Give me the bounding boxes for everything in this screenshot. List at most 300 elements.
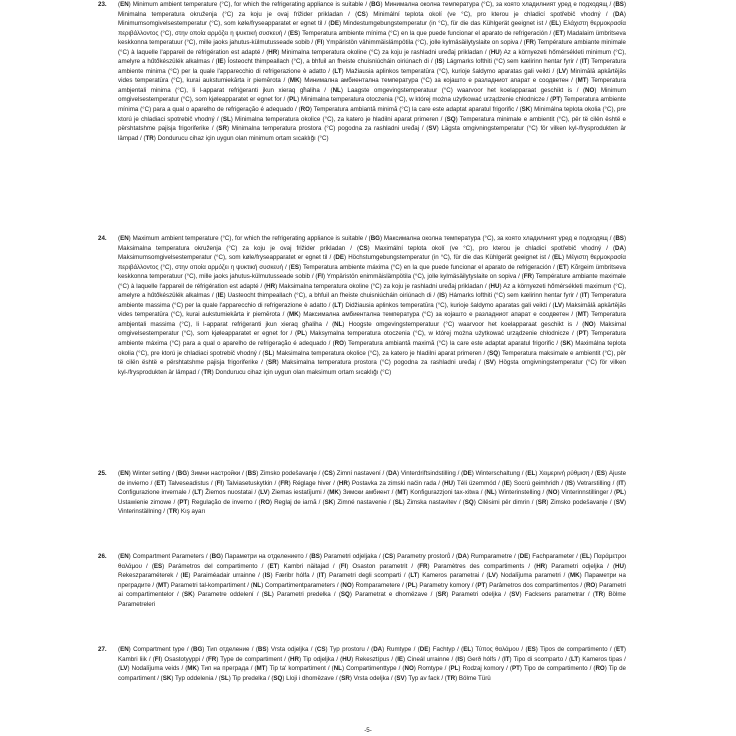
translation-text: Vinterinnstillinger	[561, 489, 609, 497]
translation-text: Lloji i dhomëzave	[286, 674, 334, 682]
language-code: MT	[256, 665, 266, 673]
translation-text: Temperatura minimale e ambientit (°C), për të cilën është e përshtatshme pajisja frigoriferike	[118, 115, 626, 133]
language-code: IE	[217, 292, 224, 300]
translation-text: Zimsko podešavanje	[550, 498, 608, 506]
language-code: SQ	[464, 498, 474, 506]
language-code: FR	[208, 655, 217, 663]
language-code: NL	[332, 86, 341, 94]
language-code: MK	[329, 489, 339, 497]
language-code: SR	[537, 498, 547, 506]
language-code: EN	[120, 235, 129, 242]
translation-text: Typ prostoru	[329, 646, 365, 653]
language-code: SQ	[446, 115, 456, 123]
translation-text: Maksimal omgivelsestemperatur (°C), som kjøleapparatet er egnet for	[118, 320, 626, 338]
translation-text: Tipos de compartimento	[540, 646, 608, 653]
translation-text: Compartment Parameters	[132, 553, 205, 560]
translation-text: Temperatura ambiente mínima (°C) en la que puede funcionar el aparato de refrigeración	[302, 29, 548, 37]
translation-text: Laagste omgevingstemperatuur (°C) waarvoor het koelapparaat geschikt is	[347, 86, 573, 94]
translation-text: Parametri odjeljka	[551, 562, 604, 570]
language-code: IS	[436, 58, 443, 66]
translation-text: Параметри на преградите	[118, 572, 626, 589]
translation-text: Az a környezeti hőmérsékleti maximum (°C), amelyre a hűtőkészülék alkalmas	[118, 282, 626, 300]
language-code: EL	[551, 20, 560, 28]
language-code: ET	[156, 479, 165, 487]
page-number: -5-	[364, 727, 372, 734]
translation-text: Dondurucu cihaz için uygun olan minimum ortam sıcaklığı (°C)	[157, 134, 329, 142]
translation-text: Tip odjeljka	[302, 655, 335, 663]
language-code: CS	[316, 646, 326, 653]
language-code: CS	[359, 244, 368, 252]
translation-text: Socrú geimhridh	[513, 479, 560, 487]
language-code: SK	[562, 340, 571, 348]
language-code: DE	[519, 553, 529, 560]
translation-text: Максимална амбиентална температура (°C) за којашто е разладниот апарат е соодветен	[303, 311, 569, 319]
language-code: DE	[330, 20, 339, 28]
language-code: RO	[260, 498, 270, 506]
translation-text: Téli üzemmód	[456, 479, 497, 487]
translation-text: Parametry prostorů	[397, 553, 451, 560]
language-code: EN	[120, 646, 129, 653]
language-code: HU	[490, 282, 500, 290]
translation-text: Τύπος θαλάμου	[475, 646, 520, 653]
language-code: SQ	[340, 591, 350, 599]
language-code: IT	[504, 655, 510, 663]
translation-text: Lägsta omgivningstemperatur (°C) för vilken kyl-/frysprodukten är lämpad	[118, 125, 626, 142]
translation-text: Temperatura ambiente máxima (°C) para a qual o aparelho de refrigeração é adequado	[118, 330, 626, 348]
language-code: DE	[463, 470, 472, 477]
translation-text: Temperatura ambiantă maximă (°C) la care este adaptat aparatul frigorific	[348, 340, 555, 348]
language-code: SL	[222, 115, 231, 123]
translation-text: Temperatura ambjentali minima (°C), li l-apparat refriġeranti jkun xieraq għaliha	[118, 77, 626, 94]
language-code: FR	[525, 39, 534, 47]
translation-text: Rumparametre	[470, 553, 513, 560]
language-code: PT	[511, 665, 520, 673]
language-code: MT	[397, 489, 407, 497]
language-code: IE	[182, 572, 189, 580]
language-code: SK	[162, 674, 172, 682]
translation-text: Kambri liik	[118, 655, 147, 663]
translation-text: Zimska nastavitev	[406, 498, 457, 506]
translation-text: Maksymalna temperatura otoczenia (°C), w której można użytkować urządzenie chłodnicze	[309, 330, 570, 338]
translation-text: Cineál urrainne	[407, 655, 450, 663]
translation-text: Maksimalna temperatura okoline (°C) za koju je rashladni uređaj prikladan	[279, 282, 484, 290]
language-code: MT	[577, 77, 587, 85]
translation-text: Minimalna temperatura okolice (°C), za katero je hladilni aparat primeren	[235, 115, 439, 123]
language-code: SV	[485, 359, 494, 367]
language-code: SR	[267, 359, 277, 367]
language-code: RO	[595, 665, 605, 673]
translation-text: Regulação de inverno	[191, 498, 253, 506]
entry-number: 24.	[98, 235, 107, 242]
translation-text: Dondurucu cihaz için uygun olan maksimum ortam sıcaklığı (°C)	[215, 368, 392, 376]
language-code: LV	[554, 301, 563, 309]
translation-text: Temperatura ambiente máxima (°C) en la que puede funcionar el aparato de refrigeración	[302, 263, 552, 271]
translation-text: Rodzaj komory	[462, 665, 505, 673]
translation-text: Тип на преграда	[201, 665, 249, 673]
translation-text: Vrsta odeljka	[353, 674, 390, 682]
translation-text: Parametri odjeljaka	[323, 553, 377, 560]
language-code: LT	[571, 655, 579, 663]
language-code: ES	[527, 646, 536, 653]
language-code: BG	[370, 235, 380, 242]
language-code: SV	[511, 591, 520, 599]
language-code: IE	[503, 479, 510, 487]
translation-text: Tip predelka	[232, 674, 267, 682]
language-code: LV	[558, 67, 566, 75]
translation-text: Réglage hiver	[292, 479, 332, 487]
language-code: HR	[338, 479, 348, 487]
translation-text: Az a környezeti hőmérsékleti minimum (°C), amelyre a hűtőkészülék alkalmas	[118, 48, 626, 66]
translation-text: Typ av fack	[408, 674, 440, 682]
language-code: BG	[211, 553, 221, 560]
translation-text: Vinterdriftsindstilling	[400, 470, 456, 477]
entry-text: (EN) Winter setting / (BG) Зимни настройки / (BS) Zimsko podešavanje / (CS) Zimní nastavení / (DA) Vinterdriftsindstilling / (DE) Winterschaltung / (EL) Χειμερινή ρύθμιση / (ES) Ajuste de invierno / (ET) Talveseadistus / (FI) Talviasetuskytkin / (FR) Réglage hiver / (HR) Postavka za zimski način rada / (HU) Téli üzemmód / (IE) Socrú geimhridh / (IS) Vetrarstilling / (IT) Configurazione invernale / (LT) Žiemos nuostatai / (LV) Ziemas iestatījumi / (MK) Зимски амбиент / (MT) Konfigurazzjoni tax-xitwa / (NL) Winterinstelling / (NO) Vinterinnstillinger / (PL) Ustawienie zimowe / (PT) Regulação de inverno / (RO) Reglaj de iarnă / (SK) Zimné nastavenie / (SL) Zimska nastavitev / (SQ) Cilësimi për dimrin / (SR) Zimsko podešavanje / (SV) Vinterinställning / (TR) Kış ayarı	[118, 470, 627, 516]
translation-text: Temperatura ambiantă minimă (°C) la care este adaptat aparatul frigorific	[313, 106, 515, 114]
translation-text: Madalaim ümbritseva keskkonna temperatuur (°C), mille jaoks jahutus-külmutusseade sobib	[118, 29, 626, 47]
language-code: NL	[486, 489, 495, 497]
translation-text: Nodalījuma veids	[131, 665, 180, 673]
translation-text: Tipo de compartimento	[523, 665, 588, 673]
language-code: HR	[290, 655, 299, 663]
language-code: LT	[410, 572, 418, 580]
translation-text: Rumtype	[386, 646, 412, 653]
translation-text: Tipo di scomparto	[513, 655, 564, 663]
language-code: EL	[463, 646, 472, 653]
language-code: SQ	[273, 674, 283, 682]
translation-text: Temperatura ambjentali massima (°C), li l-apparat refriġeranti jkun xieraq għaliha	[118, 311, 626, 328]
language-code: ET	[269, 562, 278, 570]
entry-text: (EN) Maximum ambient temperature (°C), for which the refrigerating appliance is suitable / (BG) Максимална околна температура (°C), за която хладилният уред е подходящ / (BS) Maksimalna temperatura okruženja (°C) za koju je ovaj frižider prikladan / (CS) Maximální teplota okolí (ve °C), pro kterou je chladicí spotřebič vhodný / (DA) Maksimumsomgivelsestemperatur (°C), som køle/fryseapparatet er egnet til / (DE) Höchstumgebungstemperatur (in °C), für die das Kühlgerät geeignet ist / (EL) Μέγιστη θερμοκρασία περιβάλλοντος (°C), στην οποία αρμόζει η ψυκτική συσκευή / (ES) Temperatura ambiente máxima (°C) en la que puede funcionar el aparato de refrigeración / (ET) Kõrgeim ümbritseva keskkonna temperatuur (°C), mille jaoks jahutus-külmutusseade sobib / (FI) Ympäristön enimmäislämpötila (°C), jolle kylmäsäilytyslaite on sopiva / (FR) Température ambiante maximale (°C) à laquelle l'appareil de réfrigération est adapté / (HR) Maksimalna temperatura okoline (°C) za koju je rashladni uređaj prikladan / (HU) Az a környezeti hőmérsékleti maximum (°C), amelyre a hűtőkészülék alkalmas / (IE) Uasteocht thimpeallach (°C), a bhfuil an fheiste chuisniúcháin oiriúnach di / (IS) Hámarks lofthiti (°C) sem kælirinn hentar fyrir / (IT) Temperatura ambiente massima (°C) per la quale l'apparecchio di refrigerazione è adatto / (LT) Didžiausia aplinkos temperatūra (°C), kurioje šaldymo aparatas gali veikti / (LV) Maksimālā apkārtējās vides temperatūra (°C), kurai aukstumiekārta ir piemērota / (MK) Максимална амбиентална температура (°C) за којашто е разладниот апарат е соодветен / (MT) Temperatura ambjentali massima (°C), li l-apparat refriġeranti jkun xieraq għaliha / (NL) Hoogste omgevingstemperatuur (°C) waarvoor het koelapparaat geschikt is / (NO) Maksimal omgivelsestemperatur (°C), som kjøleapparatet er egnet for / (PL) Maksymalna temperatura otoczenia (°C), w której można użytkować urządzenie chłodnicze / (PT) Temperatura ambiente máxima (°C) para a qual o aparelho de refrigeração é adequado / (RO) Temperatura ambiantă maximă (°C) la care este adaptat aparatul frigorific / (SK) Maximálna teplota okolia (°C), pre ktorú je chladiaci spotrebič vhodný / (SL) Maksimalna temperatura okolice (°C), za katero je hladilni aparat primeren / (SQ) Temperatura maksimale e ambientit (°C), për të cilën është e përshtatshme pajisja frigoriferike / (SR) Maksimalna temperatura prostora (°C) pogodna za rashladni uređaj / (SV) Högsta omgivningstemperatur (°C) för vilken kyl-/frysprodukten är lämpad / (TR) Dondurucu cihaz için uygun olan maksimum ortam sıcaklığı (°C)	[118, 235, 627, 376]
translation-text: Température ambiante maximale (°C) à laquelle l'appareil de réfrigération est adapté	[118, 273, 626, 290]
translation-text: Fachparameter	[532, 553, 575, 560]
language-code: FR	[523, 273, 532, 281]
language-code: MK	[289, 311, 299, 319]
translation-text: Temperatura ambiente massima (°C) per la quale l'apparecchio di refrigerazione è adatto	[118, 292, 627, 309]
language-code: SL	[394, 498, 403, 506]
translation-text: Lágmarks lofthiti (°C) sem kælirinn hentar fyrir	[446, 58, 575, 66]
language-code: HR	[268, 48, 278, 56]
translation-text: Osastotyyppi	[164, 655, 201, 663]
translation-text: Ympäristön enimmäislämpötila (°C), jolle kylmäsäilytyslaite on sopiva	[326, 273, 517, 281]
translation-text: Maksimumsomgivelsestemperatur (°C), som køle/fryseapparatet er egnet til	[118, 254, 328, 262]
entry-number: 25.	[98, 470, 107, 477]
language-code: FI	[317, 273, 323, 281]
language-code: RO	[585, 581, 596, 589]
language-code: CS	[357, 10, 366, 18]
translation-text: Talviasetuskytkin	[226, 479, 273, 487]
translation-text: Mindestumgebungstemperatur (in °C), für die das Kühlgerät geeignet ist	[343, 20, 544, 28]
language-code: LV	[120, 665, 128, 673]
language-code: SL	[220, 674, 229, 682]
translation-text: Paramètres des compartiments	[433, 562, 525, 570]
language-code: MT	[158, 581, 167, 589]
language-code: FR	[419, 562, 428, 570]
translation-text: Configurazione invernale	[118, 489, 187, 497]
language-code: TR	[203, 368, 212, 376]
translation-text: Cilësimi për dimrin	[477, 498, 530, 506]
translation-text: Ajuste de invierno	[118, 470, 627, 487]
translation-text: Compartimentparameters	[264, 581, 336, 589]
language-code: PL	[616, 489, 624, 497]
translation-text: Talveseadistus	[168, 479, 209, 487]
language-code: NL	[252, 581, 262, 589]
language-code: MT	[577, 311, 587, 319]
language-code: DA	[614, 10, 624, 18]
translation-text: Зимски амбиент	[342, 489, 390, 497]
language-code: IE	[397, 655, 404, 663]
language-code: CS	[384, 553, 394, 560]
translation-text: Osaston parametrit	[352, 562, 408, 570]
translation-text: Parámetros del compartimento	[168, 562, 258, 570]
language-code: HU	[342, 655, 352, 663]
entry-text: (EN) Compartment Parameters / (BG) Параметри на отделението / (BS) Parametri odjeljaka / (CS) Parametry prostorů / (DA) Rumparametre / (DE) Fachparameter / (EL) Παράμετροι θαλάμου / (ES) Parámetros del compartimento / (ET) Kambri näitajad / (FI) Osaston parametrit / (FR) Paramètres des compartiments / (HR) Parametri odjeljka / (HU) Rekeszparaméterek / (IE) Paraiméadair urrainne / (IS) Færibr hólfa / (IT) Parametri degli scomparti / (LT) Kameros parametrai / (LV) Nodalījuma parametri / (MK) Параметри на преградите / (MT) Parametri tal-kompartiment / (NL) Compartimentparameters / (NO) Romparametere / (PL) Parametry komory / (PT) Parâmetros dos compartimentos / (RO) Parametri ai compartimentelor / (SK) Parametre oddelení / (SL) Parametri predelka / (SQ) Parametrat e dhomëzave / (SR) Parametri odeljka / (SV) Facksens parametrar / (TR) Bölme Parametreleri	[118, 553, 627, 608]
translation-text: Ustawienie zimowe	[118, 498, 172, 506]
translation-text: Kış ayarı	[180, 508, 206, 516]
language-code: CS	[324, 470, 333, 477]
entry-number: 23.	[98, 1, 107, 8]
translation-text: Zimsko podešavanje	[260, 470, 317, 477]
translation-text: Kõrgeim ümbritseva keskkonna temperatuur (°C), mille jaoks jahutus-külmutusseade sobib	[118, 263, 626, 281]
translation-text: Postavka za zimski način rada	[351, 479, 437, 487]
language-code: TR	[594, 591, 604, 599]
translation-text: Uasteocht thimpeallach (°C), a bhfuil an fheiste chuisniúcháin oiriúnach di	[227, 292, 432, 300]
language-code: EL	[554, 254, 562, 262]
translation-text: Température ambiante minimale (°C) à laquelle l'appareil de réfrigération est adapté	[118, 39, 626, 56]
language-code: DE	[419, 646, 429, 653]
translation-text: Kameros tipas	[582, 655, 623, 663]
translation-text: Hámarks lofthiti (°C) sem kælirinn hentar fyrir	[449, 292, 575, 300]
language-code: BS	[311, 553, 320, 560]
translation-text: Ympäristön vähimmäislämpötila (°C), jolle kylmäsäilytyslaite on sopiva	[326, 39, 519, 47]
language-code: RO	[300, 106, 310, 114]
translation-text: Höchstumgebungstemperatur (in °C), für die das Kühlgerät geeignet ist	[348, 254, 547, 262]
language-code: BS	[257, 646, 267, 653]
translation-text: Vrsta odjeljka	[270, 646, 309, 653]
translation-text: Winter setting	[132, 470, 171, 477]
translation-text: Gerð hólfs	[467, 655, 497, 663]
translation-text: Тип отделение	[206, 646, 250, 653]
language-code: NO	[548, 489, 558, 497]
language-code: PT	[477, 581, 486, 589]
translation-text: Зимни настройки	[190, 470, 241, 477]
language-code: HU	[490, 48, 500, 56]
language-code: NL	[334, 320, 343, 328]
language-code: ET	[558, 263, 567, 271]
language-code: DA	[615, 244, 624, 252]
translation-text: Fachtyp	[432, 646, 455, 653]
language-code: TR	[446, 674, 456, 682]
translation-text: Minimální teplota okolí (ve °C), pro kterou je chladicí spotřebič vhodný	[373, 10, 601, 18]
language-code: EN	[120, 553, 129, 560]
language-code: NO	[342, 581, 352, 589]
language-code: LV	[488, 572, 496, 580]
translation-text: Χειμερινή ρύθμιση	[539, 470, 590, 477]
translation-text: Kambri näitajad	[283, 562, 329, 570]
translation-text: Winterschaltung	[475, 470, 520, 477]
language-code: IT	[618, 479, 624, 487]
entry-24	[98, 234, 627, 377]
translation-text: Minimālā apkārtējās vides temperatūra (°C), kurai aukstumiekārta ir piemērota	[118, 67, 626, 85]
language-code: PL	[297, 330, 305, 338]
language-code: PL	[450, 665, 459, 673]
translation-text: Mažiausia aplinkos temperatūra (°C), kurioje šaldymo aparatas gali veikti	[345, 67, 551, 75]
translation-text: Minimálna teplota okolia (°C), pre ktorú je chladiaci spotrebič vhodný	[118, 106, 626, 123]
translation-text: Minimum omgivelsestemperatur (°C), som kjøleapparatet er egnet for	[118, 86, 626, 104]
translation-text: Parametri odeljka	[451, 591, 502, 599]
translation-text: Ziemas iestatījumi	[271, 489, 322, 497]
translation-text: Maksimalna temperatura prostora (°C) pogodna za rashladni uređaj	[281, 359, 476, 367]
translation-text: Tip ta' kompartiment	[269, 665, 326, 673]
language-code: EN	[120, 470, 129, 477]
language-code: BG	[371, 1, 381, 8]
translation-text: Parametri ai compartimentelor	[118, 581, 626, 599]
entry-number: 26.	[98, 553, 107, 560]
translation-text: Maximální teplota okolí (ve °C), pro kterou je chladicí spotřebič vhodný	[374, 244, 602, 252]
translation-text: Zimné nastavenie	[337, 498, 387, 506]
translation-text: Минимална околна температура (°C), за която хладилният уред е подходящ	[384, 1, 608, 8]
language-code: BS	[615, 235, 624, 242]
language-code: PT	[578, 330, 587, 338]
language-code: PL	[289, 96, 298, 104]
language-code: LT	[194, 489, 202, 497]
translation-text: Reglaj de iarnă	[274, 498, 317, 506]
translation-text: Ελάχιστη θερμοκρασία περιβάλλοντος (°C), στην οποία αρμόζει η ψυκτική συσκευή	[118, 20, 626, 37]
language-code: SL	[263, 591, 272, 599]
translation-text: Parametrat e dhomëzave	[355, 591, 428, 599]
language-code: ET	[615, 646, 624, 653]
language-code: ET	[555, 29, 564, 37]
translation-text: Paraiméadair urrainne	[193, 572, 256, 580]
language-code: SR	[437, 591, 447, 599]
language-code: SL	[264, 349, 273, 357]
language-code: DA	[457, 553, 467, 560]
translation-text: Παράμετροι θαλάμου	[118, 553, 626, 570]
language-code: ES	[596, 470, 606, 477]
translation-text: Facksens parametrar	[524, 591, 585, 599]
language-code: SV	[396, 674, 405, 682]
translation-text: Maksimalna temperatura okolice (°C), za katero je hladilni aparat primeren	[276, 349, 482, 357]
translation-text: Typ oddelenia	[175, 674, 214, 682]
language-code: SK	[521, 106, 531, 114]
translation-text: Bölme Parametreleri	[118, 591, 626, 608]
translation-text: Parametri tal-kompartiment	[170, 581, 246, 589]
language-code: EL	[581, 553, 590, 560]
translation-text: Hoogste omgevingstemperatuur (°C) waarvoor het koelapparaat geschikt is	[348, 320, 573, 328]
entry-25	[98, 469, 627, 517]
language-code: NO	[584, 320, 594, 328]
translation-text: Parametre oddelení	[197, 591, 254, 599]
translation-text: Vinterinställning	[118, 508, 162, 516]
translation-text: Temperatura ambiente minima (°C) per la quale l'apparecchio di refrigerazione è adatto	[118, 58, 626, 75]
translation-text: Bölme Türü	[458, 674, 491, 682]
language-code: DA	[388, 470, 398, 477]
translation-text: Žiemos nuostatai	[205, 489, 253, 497]
language-code: TR	[168, 508, 178, 516]
language-code: HR	[536, 562, 546, 570]
entry-27	[98, 645, 626, 683]
translation-text: Максимална околна температура (°C), за която хладилният уред е подходящ	[383, 235, 608, 242]
language-code: BG	[193, 646, 203, 653]
language-code: IT	[318, 572, 325, 580]
language-code: HR	[266, 282, 276, 290]
language-code: PL	[407, 581, 416, 589]
translation-text: Minimalna temperatura okoline (°C) za koju je rashladni uređaj prikladan	[281, 48, 483, 56]
translation-text: Kameros parametrai	[422, 572, 480, 580]
language-code: PT	[552, 96, 561, 104]
language-code: EL	[527, 470, 536, 477]
translation-text: Parâmetros dos compartimentos	[489, 581, 579, 589]
translation-text: Maximum ambient temperature (°C), for which the refrigerating appliance is suitable	[132, 235, 364, 242]
translation-text: Rekeszparaméterek	[118, 572, 174, 580]
language-code: NO	[585, 86, 595, 94]
translation-text: Tip de compartiment	[118, 665, 626, 682]
language-code: MK	[187, 665, 197, 673]
language-code: SV	[615, 498, 624, 506]
language-code: SK	[183, 591, 193, 599]
translation-text: Μέγιστη θερμοκρασία περιβάλλοντος (°C), στην οποία αρμόζει η ψυκτική συσκευή	[118, 254, 627, 271]
language-code: NO	[404, 665, 414, 673]
language-code: IS	[566, 479, 573, 487]
language-code: RO	[334, 340, 344, 348]
language-code: IT	[581, 292, 588, 300]
translation-text: Minimalna temperatura otoczenia (°C), w której można użytkować urządzenie chłodnicze	[300, 96, 545, 104]
language-code: SV	[428, 125, 437, 133]
language-code: FI	[316, 39, 323, 47]
translation-text: Minimum ambient temperature (°C), for which the refrigerating appliance is suitable	[132, 1, 364, 8]
language-code: HU	[444, 479, 454, 487]
translation-text: Didžiausia aplinkos temperatūra (°C), kurioje šaldymo aparatas gali veikti	[345, 301, 547, 309]
entry-26	[98, 552, 627, 609]
language-code: FR	[280, 479, 289, 487]
language-code: BS	[615, 1, 624, 8]
language-code: IE	[217, 58, 224, 66]
language-code: DA	[373, 646, 383, 653]
translation-text: Minimalna temperatura okruženja (°C) za koju je ovaj frižider prikladan	[118, 10, 343, 18]
language-code: FI	[340, 562, 347, 570]
entry-23	[98, 0, 626, 143]
language-code: SR	[218, 125, 227, 133]
language-code: BG	[177, 470, 188, 477]
translation-text: Konfigurazzjoni tax-xitwa	[410, 489, 479, 497]
translation-text: Parametri predelka	[276, 591, 331, 599]
translation-text: Vetrarstilling	[576, 479, 611, 487]
entry-text: (EN) Compartment type / (BG) Тип отделение / (BS) Vrsta odjeljka / (CS) Typ prostoru / (DA) Rumtype / (DE) Fachtyp / (EL) Τύπος θαλάμου / (ES) Tipos de compartimento / (ET) Kambri liik / (FI) Osastotyyppi / (FR) Type de compartiment / (HR) Tip odjeljka / (HU) Rekesztípus / (IE) Cineál urrainne / (IS) Gerð hólfs / (IT) Tipo di scomparto / (LT) Kameros tipas / (LV) Nodalījuma veids / (MK) Тип на преграда / (MT) Tip ta' kompartiment / (NL) Compartimenttype / (NO) Romtype / (PL) Rodzaj komory / (PT) Tipo de compartimento / (RO) Tip de compartiment / (SK) Typ oddelenia / (SL) Tip predelka / (SQ) Lloji i dhomëzave / (SR) Vrsta odeljka / (SV) Typ av fack / (TR) Bölme Türü	[118, 646, 626, 682]
language-code: PT	[179, 498, 188, 506]
translation-text: Temperatura ambiente mínima (°C) para a qual o aparelho de refrigeração é adequado	[118, 96, 626, 114]
language-code: HU	[615, 562, 624, 570]
translation-text: Maximálna teplota okolia (°C), pre ktorú je chladiaci spotrebič vhodný	[118, 340, 626, 357]
language-code: ES	[153, 562, 163, 570]
language-code: TR	[145, 134, 154, 142]
translation-text: Íosteocht thimpeallach (°C), a bhfuil an fheiste chuisniúcháin oiriúnach di	[227, 58, 429, 66]
language-code: LT	[334, 301, 342, 309]
language-code: SK	[324, 498, 334, 506]
language-code: LV	[260, 489, 268, 497]
language-code: SR	[341, 674, 350, 682]
language-code: LT	[334, 67, 342, 75]
language-code: ES	[290, 263, 299, 271]
translation-text: Temperatura maksimale e ambientit (°C), për të cilën është e përshtatshme pajisja frigoriferike	[118, 349, 627, 367]
entry-text: (EN) Minimum ambient temperature (°C), for which the refrigerating appliance is suitable / (BG) Минимална околна температура (°C), за която хладилният уред е подходящ / (BS) Minimalna temperatura okruženja (°C) za koju je ovaj frižider prikladan / (CS) Minimální teplota okolí (ve °C), pro kterou je chladicí spotřebič vhodný / (DA) Minimumsomgivelsestemperatur (°C), som køle/fryseapparatet er egnet til / (DE) Mindestumgebungstemperatur (in °C), für die das Kühlgerät geeignet ist / (EL) Ελάχιστη θερμοκρασία περιβάλλοντος (°C), στην οποία αρμόζει η ψυκτική συσκευή / (ES) Temperatura ambiente mínima (°C) en la que puede funcionar el aparato de refrigeración / (ET) Madalaim ümbritseva keskkonna temperatuur (°C), mille jaoks jahutus-külmutusseade sobib / (FI) Ympäristön vähimmäislämpötila (°C), jolle kylmäsäilytyslaite on sopiva / (FR) Température ambiante minimale (°C) à laquelle l'appareil de réfrigération est adapté / (HR) Minimalna temperatura okoline (°C) za koju je rashladni uređaj prikladan / (HU) Az a környezeti hőmérsékleti minimum (°C), amelyre a hűtőkészülék alkalmas / (IE) Íosteocht thimpeallach (°C), a bhfuil an fheiste chuisniúcháin oiriúnach di / (IS) Lágmarks lofthiti (°C) sem kælirinn hentar fyrir / (IT) Temperatura ambiente minima (°C) per la quale l'apparecchio di refrigerazione è adatto / (LT) Mažiausia aplinkos temperatūra (°C), kurioje šaldymo aparatas gali veikti / (LV) Minimālā apkārtējās vides temperatūra (°C), kurai aukstumiekārta ir piemērota / (MK) Минимална амбиентална температура (°C) за којашто е разладниот апарат е соодветен / (MT) Temperatura ambjentali minima (°C), li l-apparat refriġeranti jkun xieraq għaliha / (NL) Laagste omgevingstemperatuur (°C) waarvoor het koelapparaat geschikt is / (NO) Minimum omgivelsestemperatur (°C), som kjøleapparatet er egnet for / (PL) Minimalna temperatura otoczenia (°C), w której można użytkować urządzenie chłodnicze / (PT) Temperatura ambiente mínima (°C) para a qual o aparelho de refrigeração é adequado / (RO) Temperatura ambiantă minimă (°C) la care este adaptat aparatul frigorific / (SK) Minimálna teplota okolia (°C), pre ktorú je chladiaci spotrebič vhodný / (SL) Minimalna temperatura okolice (°C), za katero je hladilni aparat primeren / (SQ) Temperatura minimale e ambientit (°C), për të cilën është e përshtatshme pajisja frigoriferike / (SR) Minimalna temperatura prostora (°C) pogodna za rashladni uređaj / (SV) Lägsta omgivningstemperatur (°C) för vilken kyl-/frysprodukten är lämpad / (TR) Dondurucu cihaz için uygun olan minimum ortam sıcaklığı (°C)	[118, 1, 626, 142]
translation-text: Maksimalna temperatura okruženja (°C) za koju je ovaj frižider prikladan	[118, 244, 346, 252]
language-code: IT	[581, 58, 588, 66]
translation-text: Минимална амбиентална температура (°C) за којашто е разладниот апарат е соодветен	[304, 77, 569, 85]
translation-text: Zimní nastavení	[336, 470, 381, 477]
language-code: ES	[289, 29, 299, 37]
translation-text: Parametri degli scomparti	[329, 572, 402, 580]
language-code: NL	[333, 665, 342, 673]
translation-text: Winterinstelling	[498, 489, 541, 497]
